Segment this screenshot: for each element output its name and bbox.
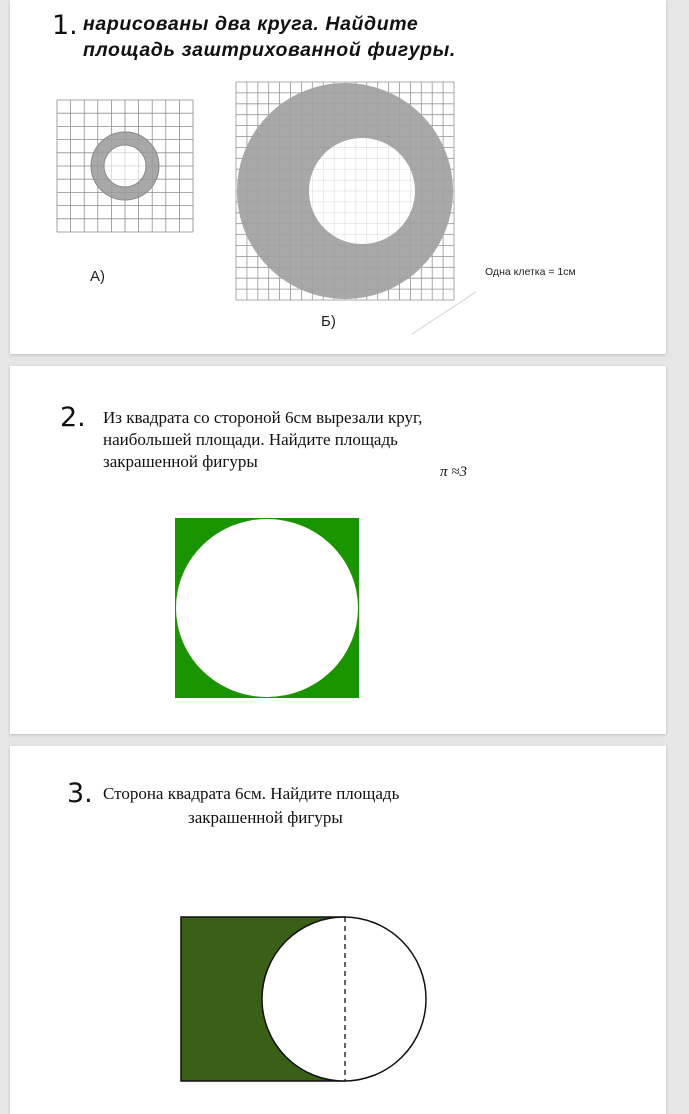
figure-a-ring [57,100,193,232]
problem-3-number: 3. [67,778,93,809]
problem-2-line-3: закрашенной фигуры [103,452,258,471]
decorative-line [410,288,480,338]
problem-2-line-2: наибольшей площади. Найдите площадь [103,430,398,449]
page-problem-3 [10,746,666,1114]
pi-approximation: π ≈3 [440,464,467,480]
scale-note: Одна клетка = 1см [485,266,576,278]
figure-square-half-circle [180,916,426,1082]
figure-a-label: А) [90,268,105,285]
problem-3-line-1: Сторона квадрата 6см. Найдите площадь [103,784,400,803]
problem-2-line-1: Из квадрата со стороной 6см вырезали круг, [103,408,423,427]
figure-b-label: Б) [321,313,336,330]
page-problem-2 [10,366,666,734]
problem-1-number: 1. [52,10,78,41]
problem-1-line-1: нарисованы два круга. Найдите [83,13,419,35]
problem-3-line-2: закрашенной фигуры [188,808,343,827]
problem-2-number: 2. [60,402,86,433]
figure-square-with-circle [175,518,359,698]
problem-1-line-2: площадь заштрихованной фигуры. [83,39,456,61]
page-problem-1 [10,0,666,354]
figure-b-ring [236,82,454,300]
